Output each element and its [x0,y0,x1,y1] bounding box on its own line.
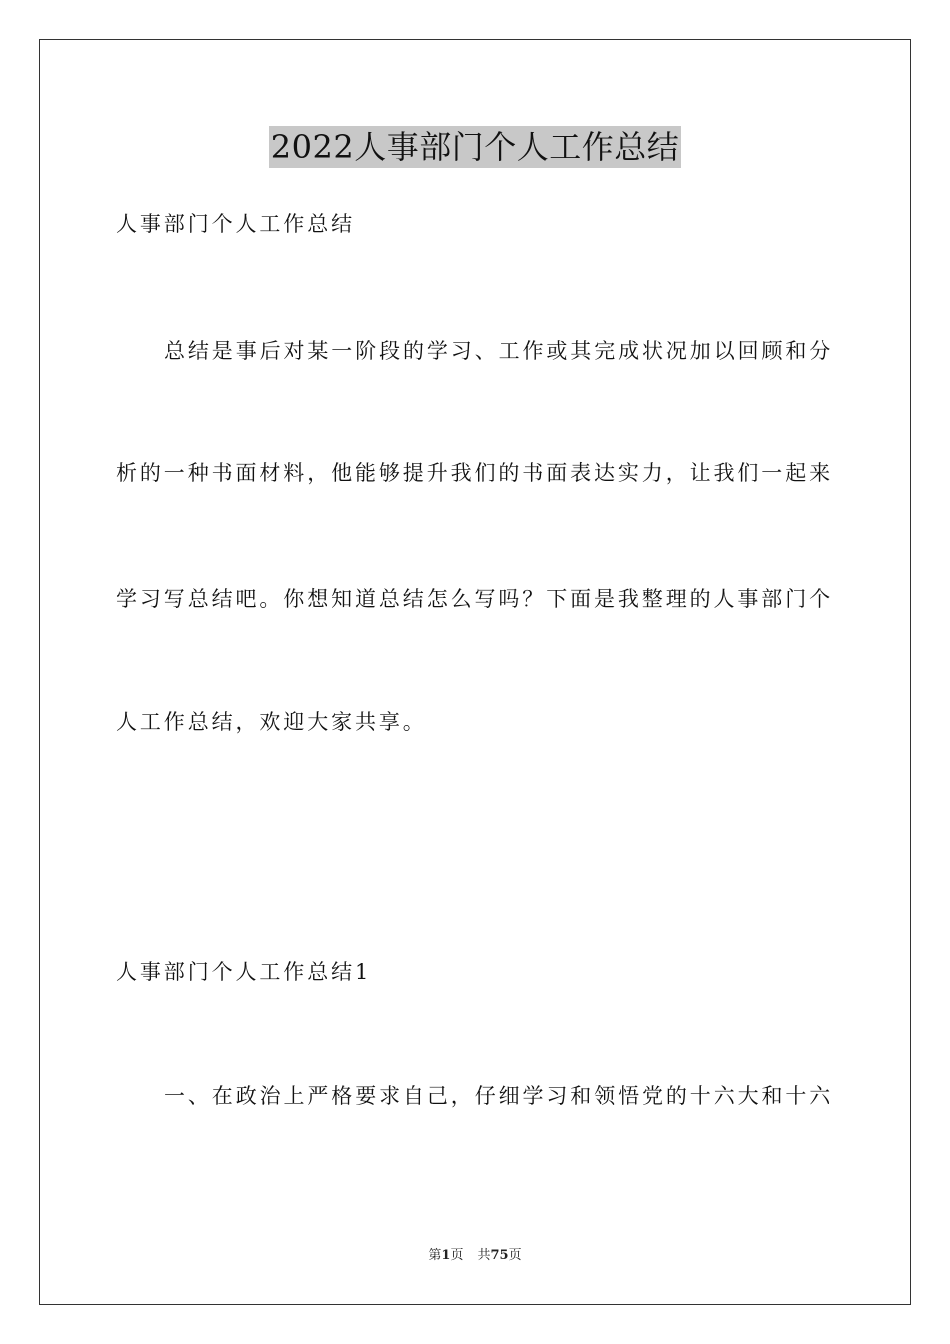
page-footer [0,1247,950,1265]
footer-page-number: 1 [441,1248,451,1263]
footer-total-prefix: 共 [477,1248,491,1263]
paragraph-line: 学习写总结吧。你想知道总结怎么写吗？下面是我整理的人事部门个 [116,587,833,611]
paragraph-line: 总结是事后对某一阶段的学习、工作或其完成状况加以回顾和分 [164,339,834,363]
paragraph-line: 析的一种书面材料，他能够提升我们的书面表达实力，让我们一起来 [116,461,833,485]
footer-page-suffix: 页 [450,1248,464,1263]
footer-page-prefix: 第 [428,1248,442,1263]
paragraph-line: 人工作总结，欢迎大家共享。 [116,710,427,734]
subtitle-line: 人事部门个人工作总结 [116,212,355,236]
section-heading: 人事部门个人工作总结1 [116,960,372,984]
document-title: 2022人事部门个人工作总结 [270,128,680,166]
footer-total-suffix: 页 [508,1248,522,1263]
title-container [0,126,950,168]
footer-total-pages: 75 [490,1248,509,1263]
paragraph-line: 一、在政治上严格要求自己，仔细学习和领悟党的十六大和十六 [164,1084,834,1108]
